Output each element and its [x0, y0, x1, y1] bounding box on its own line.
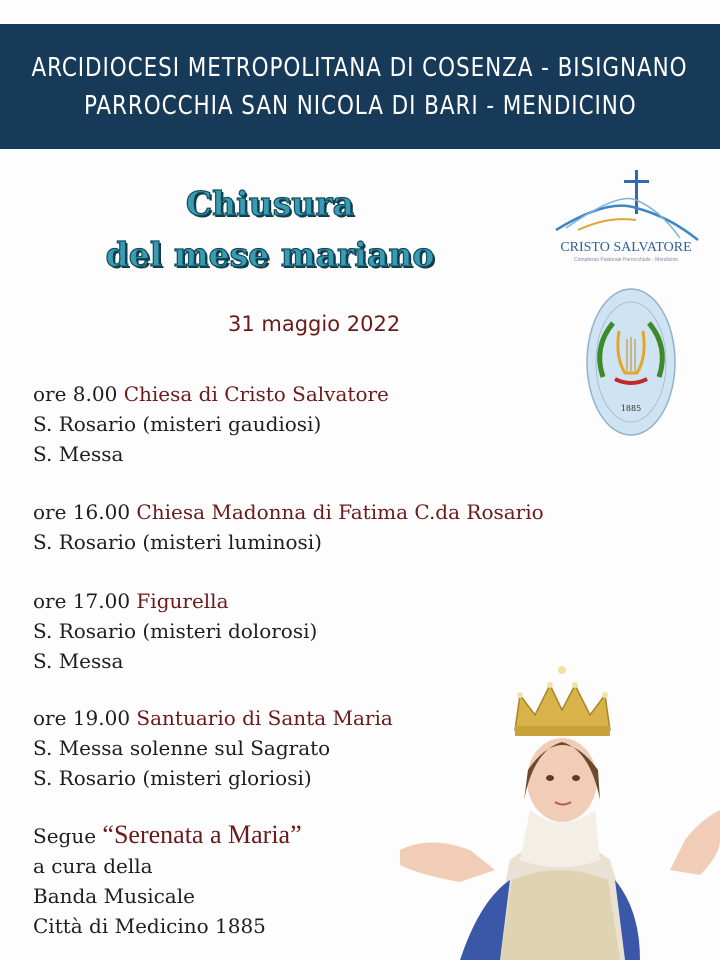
closing-heading — [33, 820, 302, 850]
header-line-1: ARCIDIOCESI METROPOLITANA DI COSENZA - BISIGNANO — [32, 52, 688, 83]
event-date: 31 maggio 2022 — [228, 312, 401, 336]
event-2-time: ore 16.00 — [33, 500, 131, 524]
crown-icon — [515, 666, 610, 736]
madonna-statue-image — [400, 660, 720, 960]
event-1-item-1: S. Rosario (misteri gaudiosi) — [33, 412, 322, 436]
banda-logo-year: 1885 — [620, 404, 642, 413]
banda-musicale-logo — [585, 287, 677, 437]
event-1-place: Chiesa di Cristo Salvatore — [123, 382, 389, 406]
header-banner — [0, 24, 720, 149]
cristo-logo-sub: Complesso Pastorale Parrocchiale - Mendicino — [574, 257, 678, 263]
event-3-heading — [33, 589, 229, 613]
event-2-item-1: S. Rosario (misteri luminosi) — [33, 530, 322, 554]
event-2-place: Chiesa Madonna di Fatima C.da Rosario — [136, 500, 544, 524]
closing-line-2: Banda Musicale — [33, 884, 195, 908]
event-4-heading — [33, 706, 393, 730]
event-4-time: ore 19.00 — [33, 706, 131, 730]
closing-line-1: a cura della — [33, 854, 153, 878]
closing-segue: Segue — [33, 824, 97, 848]
title-line-1: Chiusura — [185, 184, 355, 223]
event-3-item-1: S. Rosario (misteri dolorosi) — [33, 619, 318, 643]
title-line-2: del mese mariano — [105, 235, 435, 274]
cristo-salvatore-logo — [548, 168, 704, 264]
event-4-item-2: S. Rosario (misteri gloriosi) — [33, 766, 312, 790]
cristo-logo-name: CRISTO SALVATORE — [560, 240, 692, 255]
event-4-item-1: S. Messa solenne sul Sagrato — [33, 736, 331, 760]
event-1-item-2: S. Messa — [33, 442, 124, 466]
closing-serenata: “Serenata a Maria” — [102, 820, 302, 849]
event-3-place: Figurella — [136, 589, 229, 613]
closing-line-3: Città di Medicino 1885 — [33, 914, 266, 938]
event-4-place: Santuario di Santa Maria — [136, 706, 393, 730]
event-1-heading — [33, 382, 389, 406]
header-line-2: PARROCCHIA SAN NICOLA DI BARI - MENDICINO — [83, 90, 637, 121]
event-3-time: ore 17.00 — [33, 589, 131, 613]
event-3-item-2: S. Messa — [33, 649, 124, 673]
event-2-heading — [33, 500, 544, 524]
event-1-time: ore 8.00 — [33, 382, 118, 406]
